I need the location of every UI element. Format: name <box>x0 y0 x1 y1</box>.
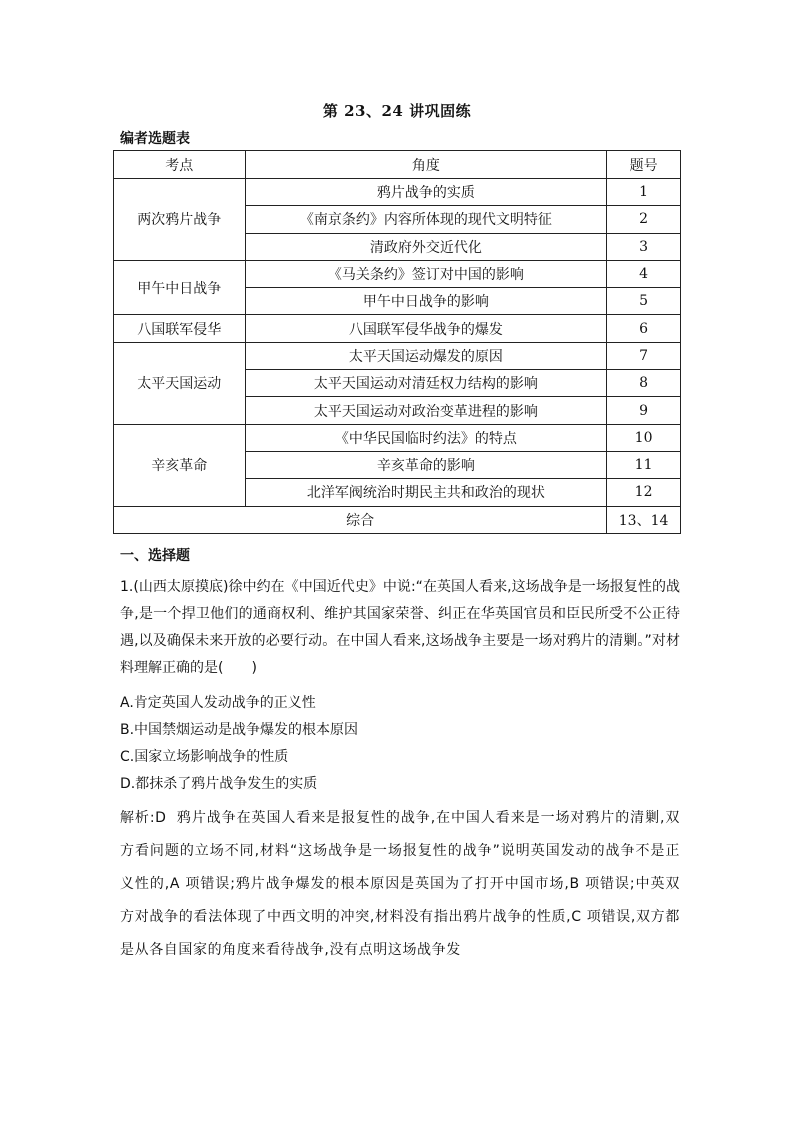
number-cell: 12 <box>607 479 681 506</box>
number-cell: 2 <box>607 206 681 233</box>
angle-cell: 鸦片战争的实质 <box>245 179 607 206</box>
angle-cell: 八国联军侵华战争的爆发 <box>245 315 607 342</box>
option-d: D.都抹杀了鸦片战争发生的实质 <box>120 776 318 792</box>
topic-cell: 甲午中日战争 <box>114 260 246 315</box>
angle-cell: 《南京条约》内容所体现的现代文明特征 <box>245 206 607 233</box>
question-source: (山西太原摸底) <box>133 579 229 595</box>
number-cell: 8 <box>607 370 681 397</box>
table-row <box>114 260 681 287</box>
angle-cell: 《中华民国临时约法》的特点 <box>245 424 607 451</box>
angle-cell: 辛亥革命的影响 <box>245 451 607 478</box>
angle-cell: 太平天国运动对清廷权力结构的影响 <box>245 370 607 397</box>
option-c: C.国家立场影响战争的性质 <box>120 749 289 765</box>
analysis-label: 解析:D <box>120 810 167 826</box>
angle-cell: 《马关条约》签订对中国的影响 <box>245 260 607 287</box>
table-caption: 编者选题表 <box>120 131 190 147</box>
section-heading: 一、选择题 <box>120 548 190 564</box>
angle-cell: 甲午中日战争的影响 <box>245 288 607 315</box>
number-cell: 7 <box>607 342 681 369</box>
header-angle: 角度 <box>245 151 607 179</box>
table-row <box>114 179 681 206</box>
angle-cell: 清政府外交近代化 <box>245 233 607 260</box>
table-row <box>114 315 681 342</box>
question-stem: 徐中约在《中国近代史》中说:“在英国人看来,这场战争是一场报复性的战争,是一个捍卫他们的通商权利、维护其国家荣誉、纠正在华英国官员和臣民所受不公正待遇,以及确保未来开放的必要行动。在中国人看来,这场战争主要是一场对鸦片的清剿。”对材料理解正确的是( ) <box>120 579 680 676</box>
table-summary-row <box>114 506 681 533</box>
question-1 <box>120 574 680 682</box>
number-cell: 1 <box>607 179 681 206</box>
header-topic: 考点 <box>114 151 246 179</box>
topic-cell: 太平天国运动 <box>114 342 246 424</box>
topic-cell: 辛亥革命 <box>114 424 246 506</box>
page-title: 第 23、24 讲巩固练 <box>322 102 472 120</box>
angle-cell: 北洋军阀统治时期民主共和政治的现状 <box>245 479 607 506</box>
number-cell: 5 <box>607 288 681 315</box>
analysis-block <box>120 802 680 967</box>
topic-selection-table <box>113 150 681 534</box>
option-b: B.中国禁烟运动是战争爆发的根本原因 <box>120 722 359 738</box>
angle-cell: 太平天国运动爆发的原因 <box>245 342 607 369</box>
header-number: 题号 <box>607 151 681 179</box>
table-row <box>114 424 681 451</box>
summary-label-cell: 综合 <box>114 506 607 533</box>
question-number: 1. <box>120 579 134 595</box>
topic-cell: 八国联军侵华 <box>114 315 246 342</box>
summary-number-cell: 13、14 <box>607 506 681 533</box>
option-a: A.肯定英国人发动战争的正义性 <box>120 695 316 711</box>
number-cell: 3 <box>607 233 681 260</box>
number-cell: 11 <box>607 451 681 478</box>
number-cell: 6 <box>607 315 681 342</box>
topic-cell: 两次鸦片战争 <box>114 179 246 261</box>
angle-cell: 太平天国运动对政治变革进程的影响 <box>245 397 607 424</box>
table-row <box>114 342 681 369</box>
number-cell: 9 <box>607 397 681 424</box>
number-cell: 4 <box>607 260 681 287</box>
analysis-text: 鸦片战争在英国人看来是报复性的战争,在中国人看来是一场对鸦片的清剿,双方看问题的立场不同,材料“这场战争是一场报复性的战争”说明英国发动的战争不是正义性的,A 项错误;鸦片战争爆发的根本原因是英国为了打开中国市场,B 项错误;中英双方对战争的看法体现了中西文明的冲突,材料没有指出鸦片战争的性质,C 项错误,双方都是从各自国家的角度来看待战争,没有点明这场战争发 <box>120 810 680 958</box>
option-list <box>120 690 358 798</box>
table-header-row <box>114 151 681 179</box>
number-cell: 10 <box>607 424 681 451</box>
